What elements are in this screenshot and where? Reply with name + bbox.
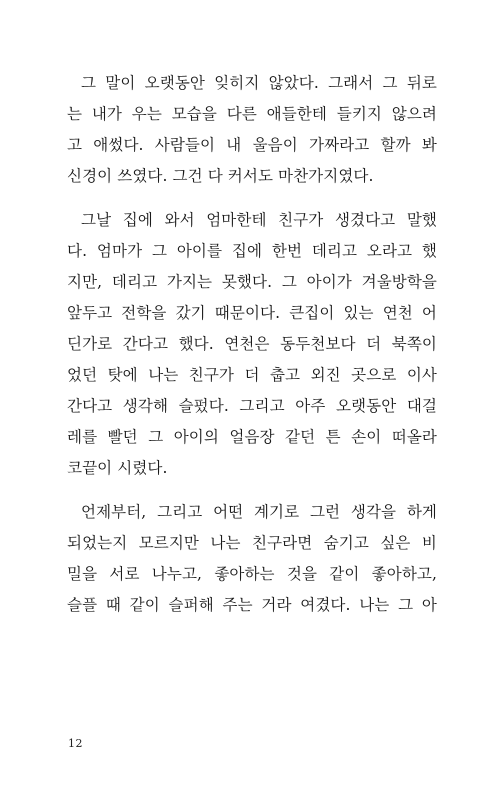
text-line: 신경이 쓰였다. 그건 다 커서도 마찬가지였다. — [67, 167, 374, 185]
text-line: 고 애썼다. 사람들이 내 울음이 가짜라고 할까 봐 — [67, 136, 437, 154]
paragraph-3 — [67, 497, 437, 621]
text-line: 었던 탓에 나는 친구가 더 춥고 외진 곳으로 이사 — [67, 366, 437, 384]
text-line: 지만, 데리고 가지는 못했다. 그 아이가 겨울방학을 — [67, 273, 437, 291]
text-line: 슬플 때 같이 슬퍼해 주는 거라 여겼다. 나는 그 아 — [67, 596, 437, 614]
paragraph-2 — [67, 205, 437, 484]
text-line: 되었는지 모르지만 나는 친구라면 숨기고 싶은 비 — [67, 534, 437, 552]
text-line: 딘가로 간다고 했다. 연천은 동두천보다 더 북쪽이 — [67, 335, 437, 353]
text-line: 는 내가 우는 모습을 다른 애들한테 들키지 않으려 — [67, 105, 437, 123]
text-line: 언제부터, 그리고 어떤 계기로 그런 생각을 하게 — [81, 503, 437, 521]
page-number: 12 — [68, 737, 83, 750]
text-line: 밀을 서로 나누고, 좋아하는 것을 같이 좋아하고, — [67, 565, 437, 583]
text-line: 앞두고 전학을 갔기 때문이다. 큰집이 있는 연천 어 — [67, 304, 437, 322]
text-line: 레를 빨던 그 아이의 얼음장 같던 튼 손이 떠올라 — [67, 428, 437, 446]
text-line: 그 말이 오랫동안 잊히지 않았다. 그래서 그 뒤로 — [81, 74, 437, 92]
text-line: 그날 집에 와서 엄마한테 친구가 생겼다고 말했 — [81, 211, 437, 229]
text-line: 간다고 생각해 슬펐다. 그리고 아주 오랫동안 대걸 — [67, 397, 437, 415]
text-line: 코끝이 시렸다. — [67, 459, 168, 477]
paragraph-1 — [67, 68, 437, 192]
page-body — [67, 68, 437, 634]
text-line: 다. 엄마가 그 아이를 집에 한번 데리고 오라고 했 — [67, 242, 437, 260]
